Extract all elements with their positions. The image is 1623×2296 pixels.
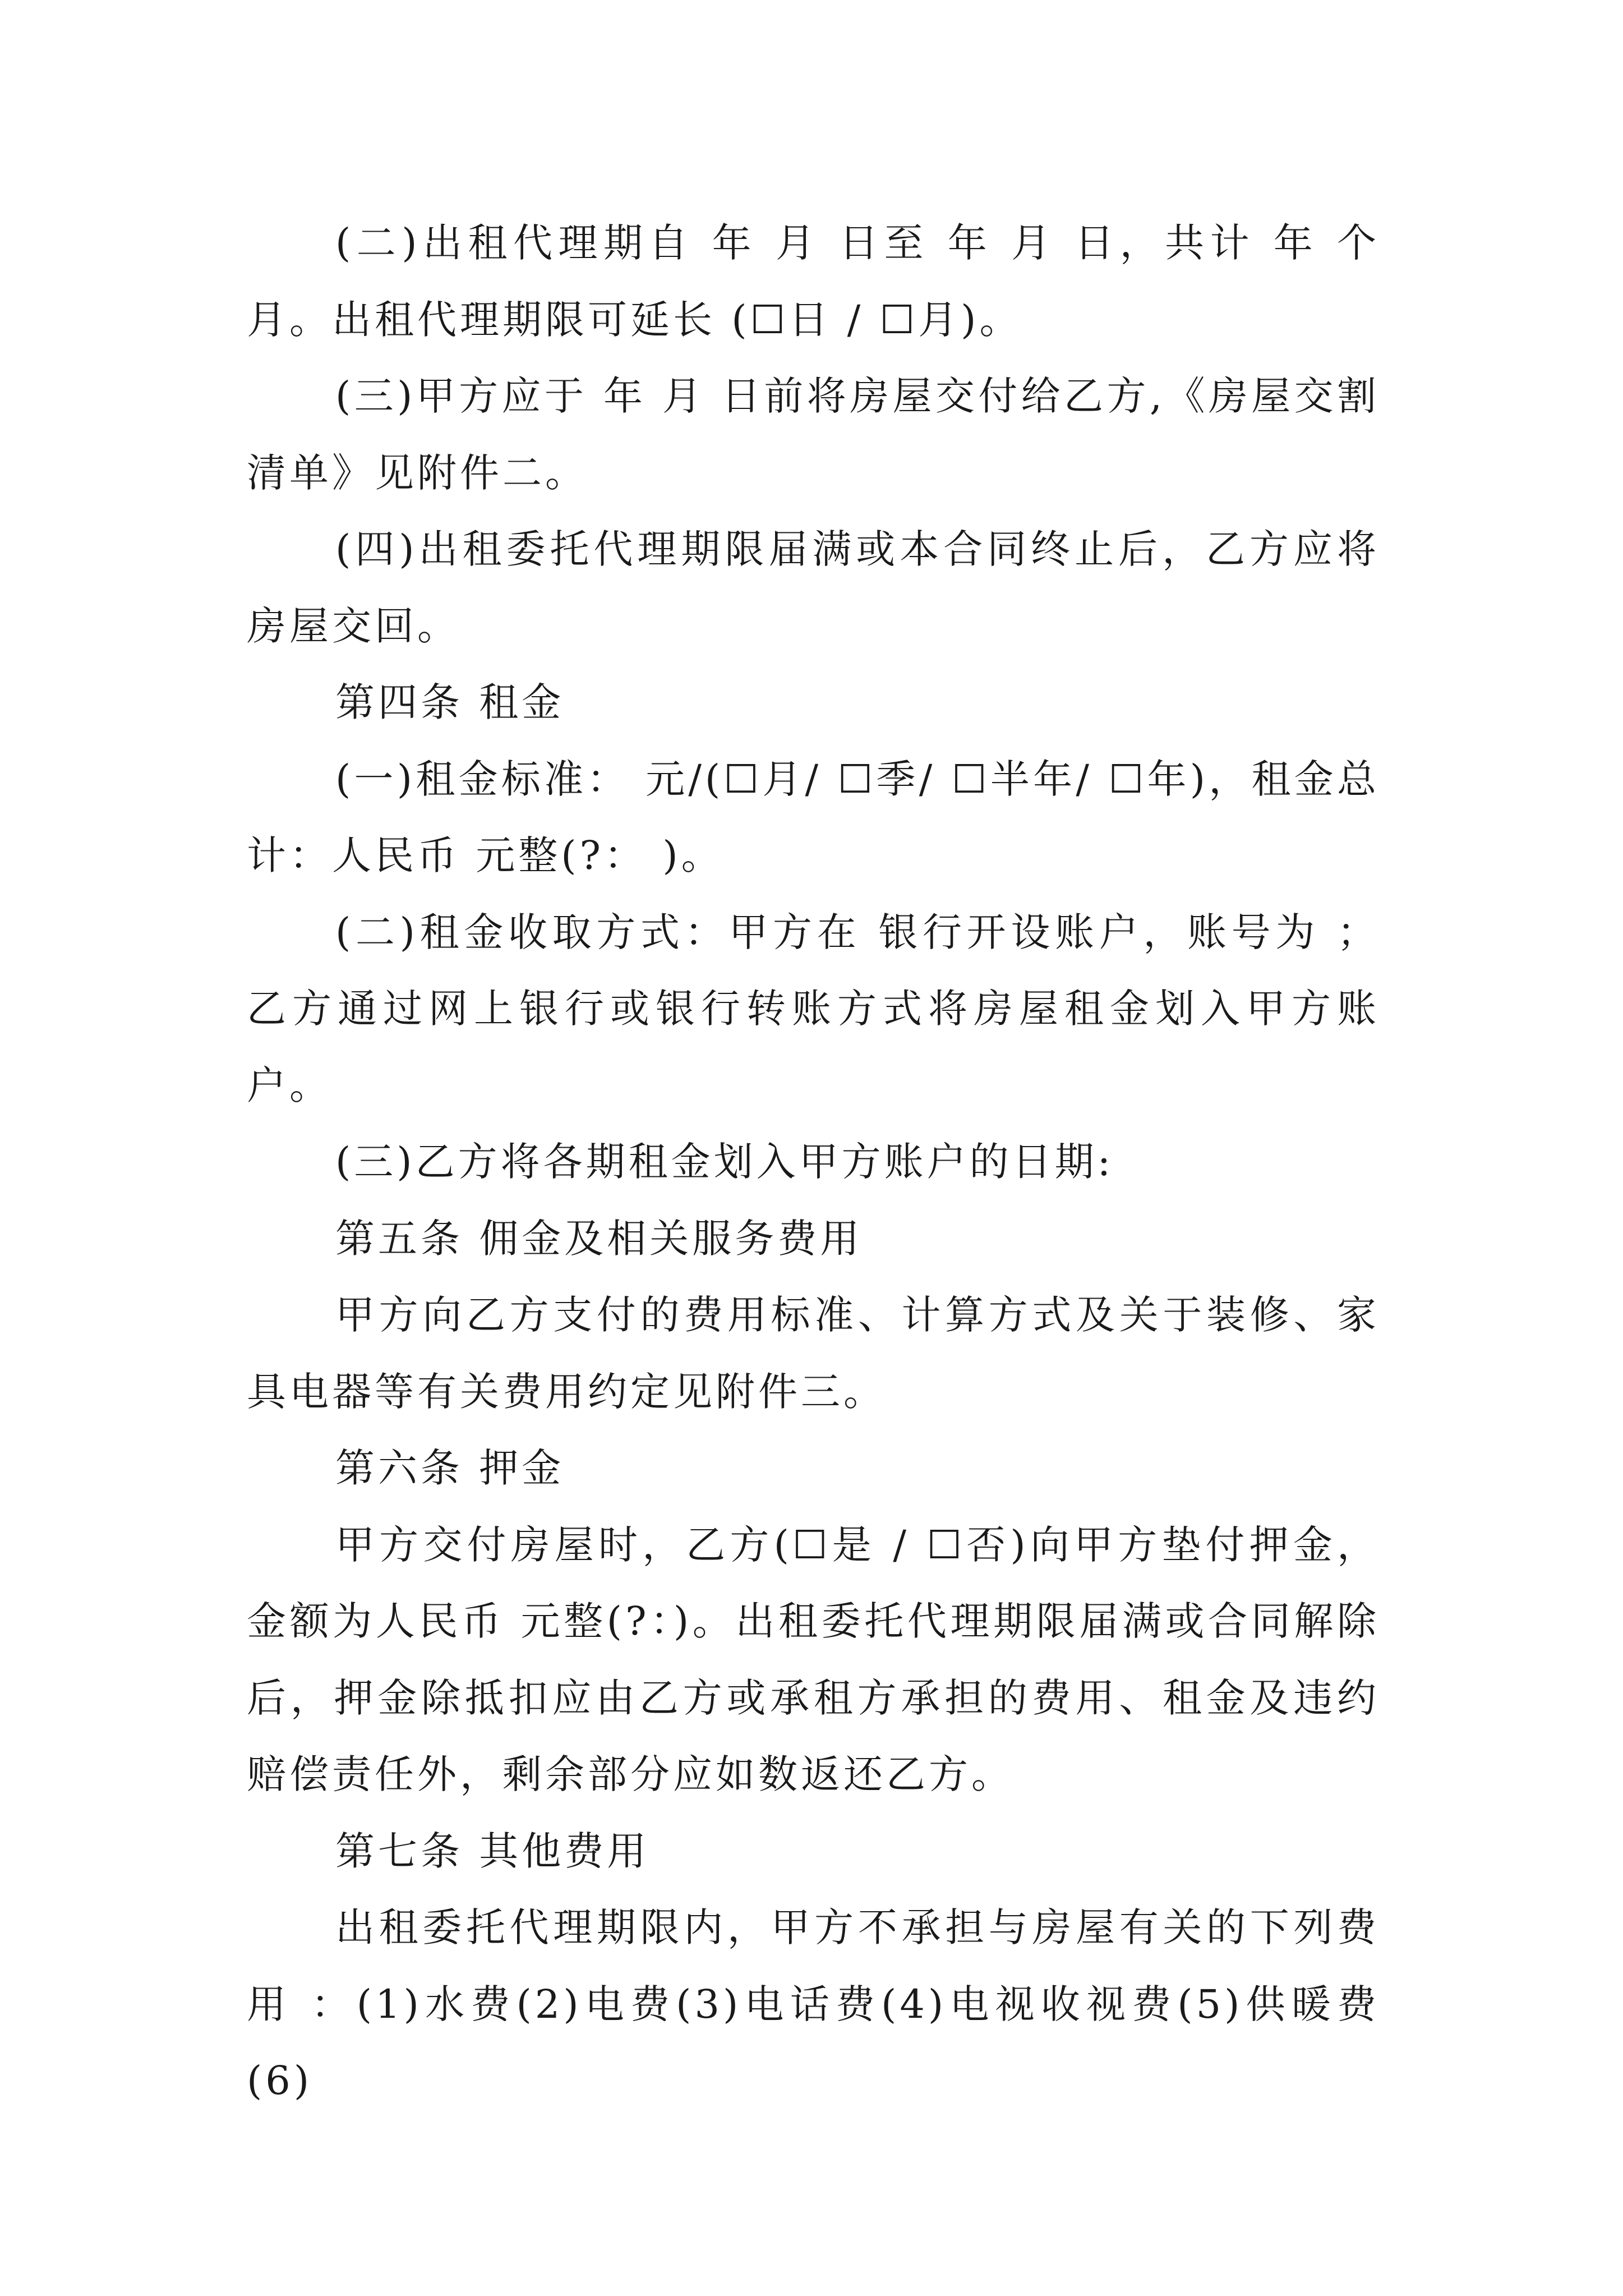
heading-article-7-other-fees: 第七条 其他费用 [335, 1828, 650, 1874]
paragraph-rent-standard: (一)租金标准： 元/(☐月/ ☐季/ ☐半年/ ☐年)，租金总计：人民币 元整(?： )。 [247, 756, 1380, 878]
paragraph-deposit-details: 甲方交付房屋时，乙方(☐是 / ☐否)向甲方垫付押金，金额为人民币 元整(?：)。出租委托代理期限届满或合同解除后，押金除抵扣应由乙方或承租方承担的费用、租金及违约赔偿责任外，剩余部分应如数返还乙方。 [247, 1521, 1380, 1797]
paragraph-rental-agency-period: (二)出租代理期自 年 月 日至 年 月 日，共计 年 个月。出租代理期限可延长 (☐日 / ☐月)。 [247, 220, 1380, 343]
heading-article-6-deposit: 第六条 押金 [335, 1445, 565, 1491]
paragraph-house-delivery: (三)甲方应于 年 月 日前将房屋交付给乙方,《房屋交割清单》见附件二。 [247, 373, 1380, 496]
heading-article-4-rent: 第四条 租金 [335, 679, 565, 725]
paragraph-commission-details: 甲方向乙方支付的费用标准、计算方式及关于装修、家具电器等有关费用约定见附件三。 [247, 1292, 1380, 1415]
paragraph-rent-transfer-date: (三)乙方将各期租金划入甲方账户的日期: [335, 1139, 1114, 1185]
document-body [247, 205, 1380, 2119]
paragraph-rent-collection-method: (二)租金收取方式：甲方在 银行开设账户，账号为 ；乙方通过网上银行或银行转账方式将房屋租金划入甲方账户。 [247, 909, 1380, 1108]
paragraph-other-fees-list: 出租委托代理期限内，甲方不承担与房屋有关的下列费用 ：(1)水费(2)电费(3)电话费(4)电视收视费(5)供暖费(6) [247, 1904, 1380, 2104]
heading-article-5-commission: 第五条 佣金及相关服务费用 [335, 1215, 863, 1262]
paragraph-house-return: (四)出租委托代理期限届满或本合同终止后，乙方应将房屋交回。 [247, 526, 1380, 649]
